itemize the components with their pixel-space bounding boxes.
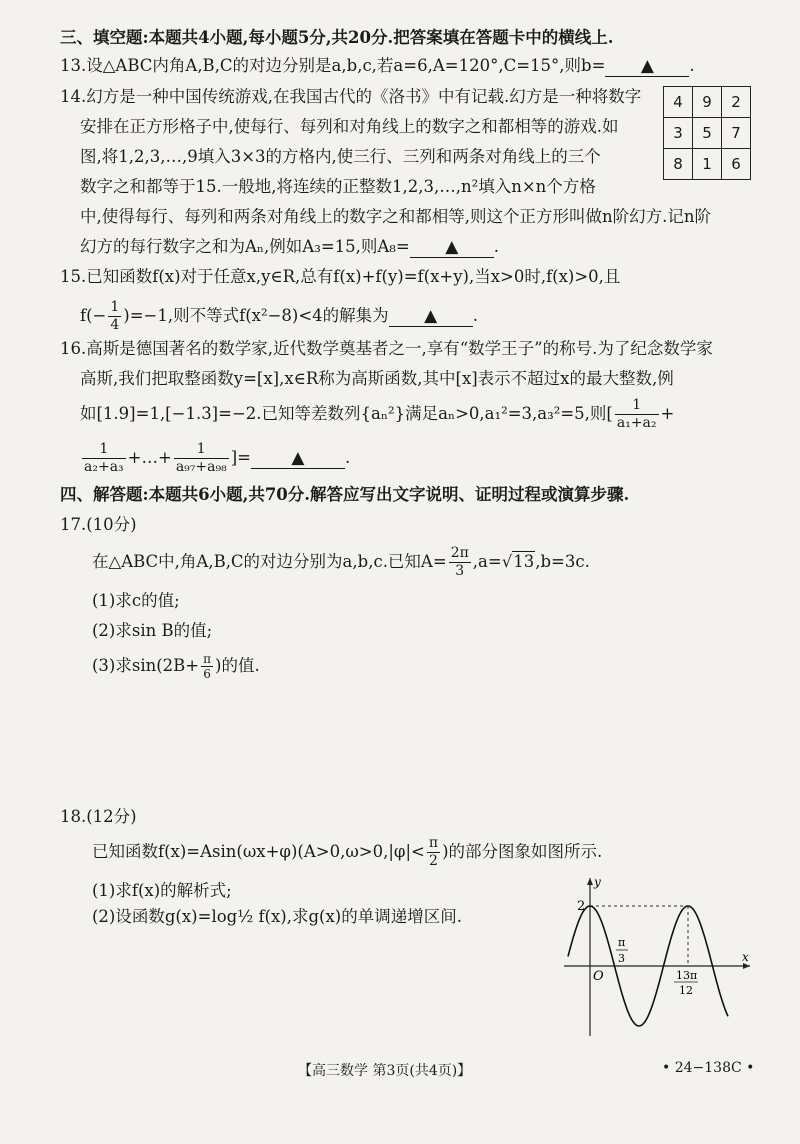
grid-cell: 3 [664, 118, 693, 149]
x-axis-label: x [742, 950, 749, 964]
q13-text: 13.设△ABC内角A,B,C的对边分别是a,b,c,若a=6,A=120°,C=15°,则b= [60, 56, 606, 75]
triangle-icon: ▲ [424, 306, 438, 326]
q14-line6: 幻方的每行数字之和为Aₙ,例如A₃=15,则A₈= ▲ . [80, 237, 500, 257]
sqrt-icon: √ [501, 552, 513, 571]
fraction: $\frac{2\pi}{3}$ [450, 545, 469, 579]
y-axis-label: y [594, 875, 601, 889]
arrow-up-icon [587, 878, 593, 885]
fraction: $\frac{1}{\text{a₉₇+a₉₈}}$ [175, 441, 227, 475]
fraction: $\frac{1}{\text{a₂+a₃}}$ [84, 441, 124, 475]
q16-answer-blank[interactable] [251, 448, 345, 469]
grid-cell: 9 [693, 87, 722, 118]
pi-over-3-num: π [618, 936, 626, 949]
grid-cell: 6 [722, 149, 751, 180]
grid-cell: 1 [693, 149, 722, 180]
section3-heading: 三、填空题:本题共4小题,每小题5分,共20分.把答案填在答题卡中的横线上. [60, 28, 614, 47]
magic-square-grid [663, 86, 751, 180]
q13-answer-blank[interactable] [605, 56, 689, 77]
q14-line4: 数字之和都等于15.一般地,将连续的正整数1,2,3,…,n²填入n×n个方格 [80, 177, 596, 196]
fraction: $\frac{\pi}{6}$ [203, 652, 212, 681]
section4-heading: 四、解答题:本题共6小题,共70分.解答应写出文字说明、证明过程或演算步骤. [60, 485, 630, 504]
triangle-icon: ▲ [445, 237, 459, 257]
q14-line2: 安排在正方形格子中,使每行、每列和对角线上的数字之和都相等的游戏.如 [80, 117, 619, 136]
q14-line1: 14.幻方是一种中国传统游戏,在我国古代的《洛书》中有记载.幻方是一种将数字 [60, 87, 642, 106]
q14-answer-blank[interactable] [410, 237, 494, 258]
q14-line3: 图,将1,2,3,…,9填入3×3的方格内,使三行、三列和两条对角线上的三个 [80, 147, 601, 166]
sine-graph [560, 870, 760, 1040]
q15-line1: 15.已知函数f(x)对于任意x,y∈R,总有f(x)+f(y)=f(x+y),当x>0时,f(x)>0,且 [60, 267, 621, 286]
q16-line1: 16.高斯是德国著名的数学家,近代数学奠基者之一,享有“数学王子”的称号.为了纪念数学家 [60, 339, 713, 358]
question-13: 13.设△ABC内角A,B,C的对边分别是a,b,c,若a=6,A=120°,C=15°,则b= ▲ . [60, 56, 695, 76]
q17-part1: (1)求c的值; [92, 591, 180, 610]
q17-part3: (3)求sin(2B+ $\frac{\pi}{6}$ )的值. [92, 652, 260, 681]
grid-cell: 2 [722, 87, 751, 118]
footer-page-info: 【高三数学 第3页(共4页)】 [298, 1063, 472, 1079]
grid-cell: 8 [664, 149, 693, 180]
triangle-icon: ▲ [291, 448, 305, 468]
q18-part1: (1)求f(x)的解析式; [92, 881, 232, 900]
max-value-label: 2 [577, 899, 586, 914]
q18-stem: 已知函数f(x)=Asin(ωx+φ)(A>0,ω>0,|φ|< $\frac{\pi}{2}$ )的部分图象如图所示. [92, 835, 603, 869]
q15-line2: f(− $\frac{1}{4}$ )=−1,则不等式f(x²−8)<4的解集为 ▲ . [80, 299, 478, 333]
pi-over-3-den: 3 [618, 952, 625, 965]
13pi-over-12-num: 13π [676, 969, 698, 982]
origin-label: O [593, 969, 604, 984]
q16-line4: $\frac{1}{\text{a₂+a₃}}$ +…+ $\frac{1}{\text{a₉₇+a₉₈}}$ ]= ▲ . [84, 441, 351, 475]
q18-number: 18.(12分) [60, 807, 137, 826]
grid-cell: 4 [664, 87, 693, 118]
fraction: $\frac{1}{4}$ [110, 299, 120, 333]
grid-cell: 5 [693, 118, 722, 149]
q17-part2: (2)求sin B的值; [92, 621, 213, 640]
q14-line5: 中,使得每行、每列和两条对角线上的数字之和都相等,则这个正方形叫做n阶幻方.记n阶 [80, 207, 711, 226]
fraction: $\frac{1}{\text{a₁+a₂}}$ [616, 397, 657, 431]
grid-cell: 7 [722, 118, 751, 149]
triangle-icon: ▲ [640, 56, 654, 76]
q16-line3: 如[1.9]=1,[−1.3]=−2.已知等差数列{aₙ²}满足aₙ>0,a₁²=3,a₃²=5,则[ $\frac{1}{\text{a₁+a₂}}$ + [80, 397, 675, 431]
footer-code: • 24−138C • [662, 1060, 755, 1076]
q15-answer-blank[interactable] [389, 306, 473, 327]
q17-number: 17.(10分) [60, 515, 137, 534]
q18-part2: (2)设函数g(x)=log½ f(x),求g(x)的单调递增区间. [92, 907, 462, 926]
13pi-over-12-den: 12 [679, 984, 693, 997]
fraction: $\frac{\pi}{2}$ [428, 835, 439, 869]
q16-line2: 高斯,我们把取整函数y=[x],x∈R称为高斯函数,其中[x]表示不超过x的最大整数,例 [80, 369, 674, 388]
q17-stem: 在△ABC中,角A,B,C的对边分别为a,b,c.已知A= $\frac{2\pi}{3}$ ,a=√13,b=3c. [92, 545, 590, 579]
